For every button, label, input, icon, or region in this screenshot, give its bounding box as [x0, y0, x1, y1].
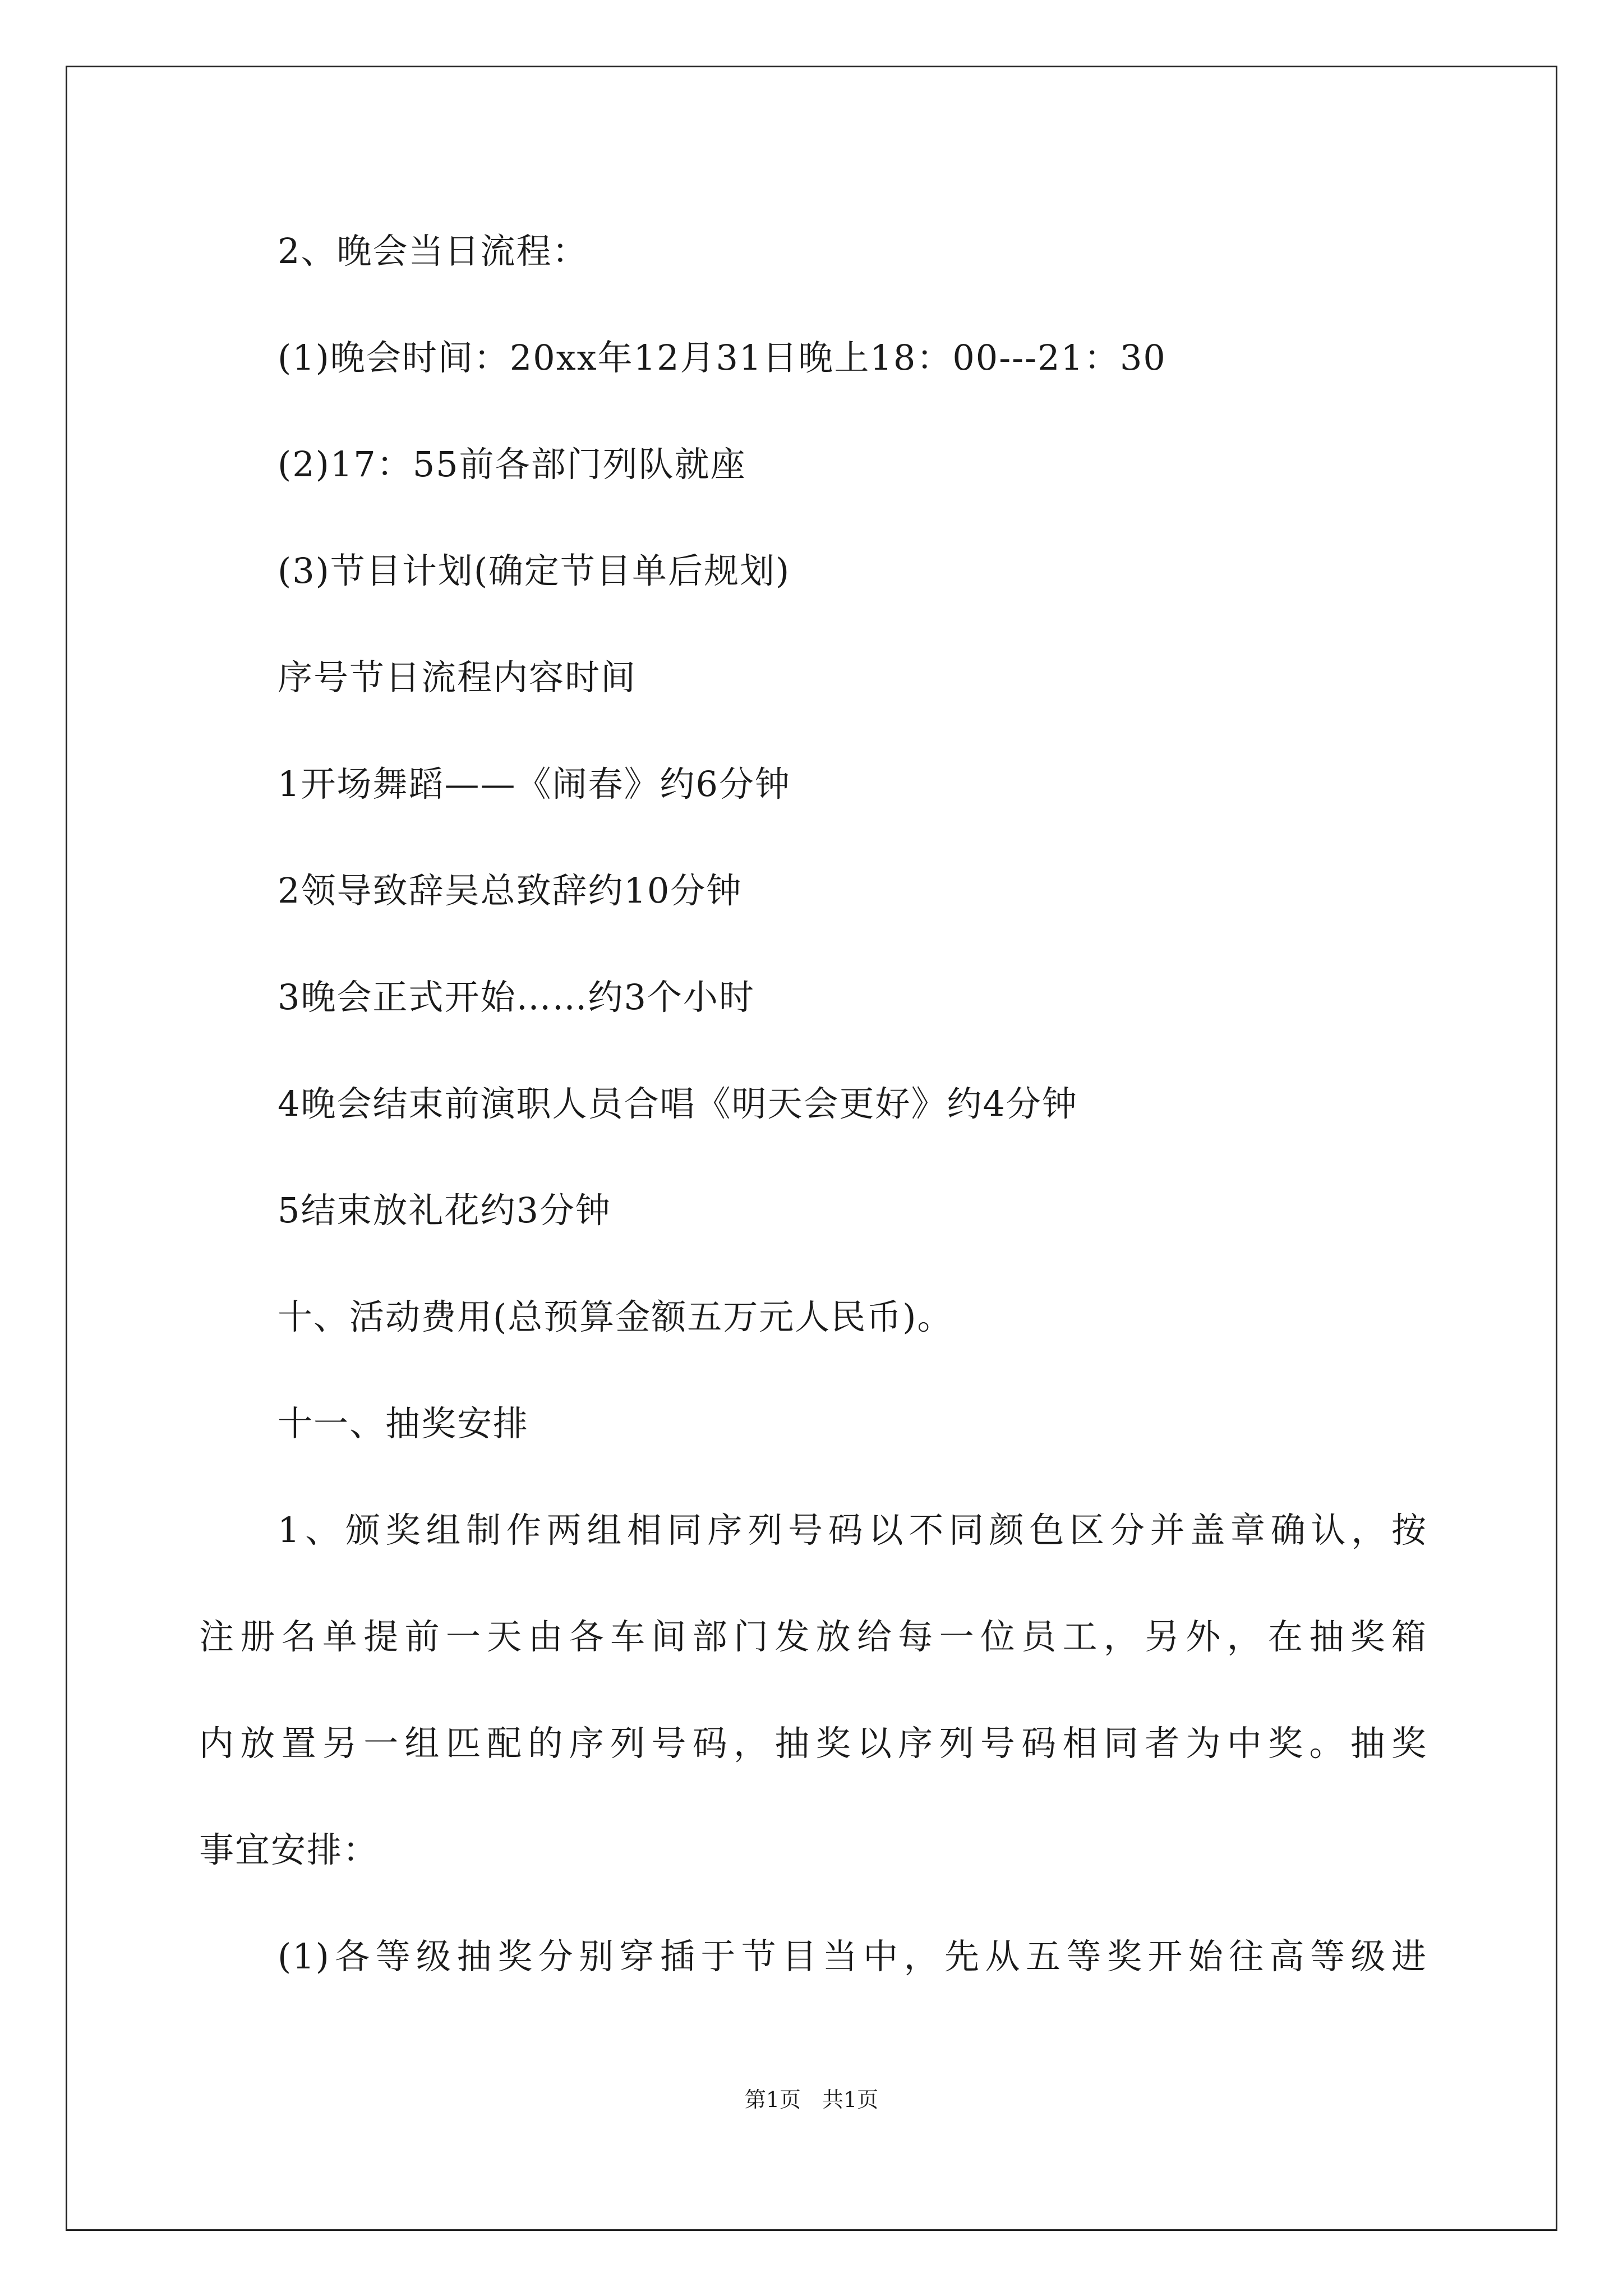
page-border: [66, 66, 1557, 2231]
section-heading-evening-flow: 2、晚会当日流程：: [278, 231, 588, 272]
program-item-5: 5结束放礼花约3分钟: [278, 1190, 611, 1231]
lottery-paragraph-line-1: 1、颁奖组制作两组相同序列号码以不同颜色区分并盖章确认，按: [278, 1510, 1427, 1550]
paragraph-seating: (2)17：55前各部门列队就座: [278, 444, 746, 485]
program-item-2: 2领导致辞吴总致辞约10分钟: [278, 870, 743, 911]
paragraph-program-plan: (3)节目计划(确定节目单后规划): [278, 550, 791, 591]
program-item-1: 1开场舞蹈——《闹春》约6分钟: [278, 763, 791, 804]
lottery-paragraph-line-4: 事宜安排：: [199, 1829, 379, 1870]
paragraph-evening-time: (1)晚会时间：20xx年12月31日晚上18：00---21：30: [278, 337, 1166, 378]
program-item-3: 3晚会正式开始……约3个小时: [278, 977, 755, 1018]
page-number-footer: 第1页 共1页: [744, 2087, 879, 2112]
section-heading-costs: 十、活动费用(总预算金额五万元人民币)。: [278, 1296, 953, 1337]
program-table-header: 序号节日流程内容时间: [278, 657, 637, 698]
lottery-paragraph-line-2: 注册名单提前一天由各车间部门发放给每一位员工，另外，在抽奖箱: [199, 1616, 1427, 1657]
program-item-4: 4晚会结束前演职人员合唱《明天会更好》约4分钟: [278, 1083, 1078, 1124]
section-heading-lottery: 十一、抽奖安排: [278, 1403, 529, 1444]
lottery-arrangement-item-1: (1)各等级抽奖分别穿插于节目当中，先从五等奖开始往高等级进: [278, 1936, 1427, 1977]
lottery-paragraph-line-3: 内放置另一组匹配的序列号码，抽奖以序列号码相同者为中奖。抽奖: [199, 1723, 1427, 1764]
